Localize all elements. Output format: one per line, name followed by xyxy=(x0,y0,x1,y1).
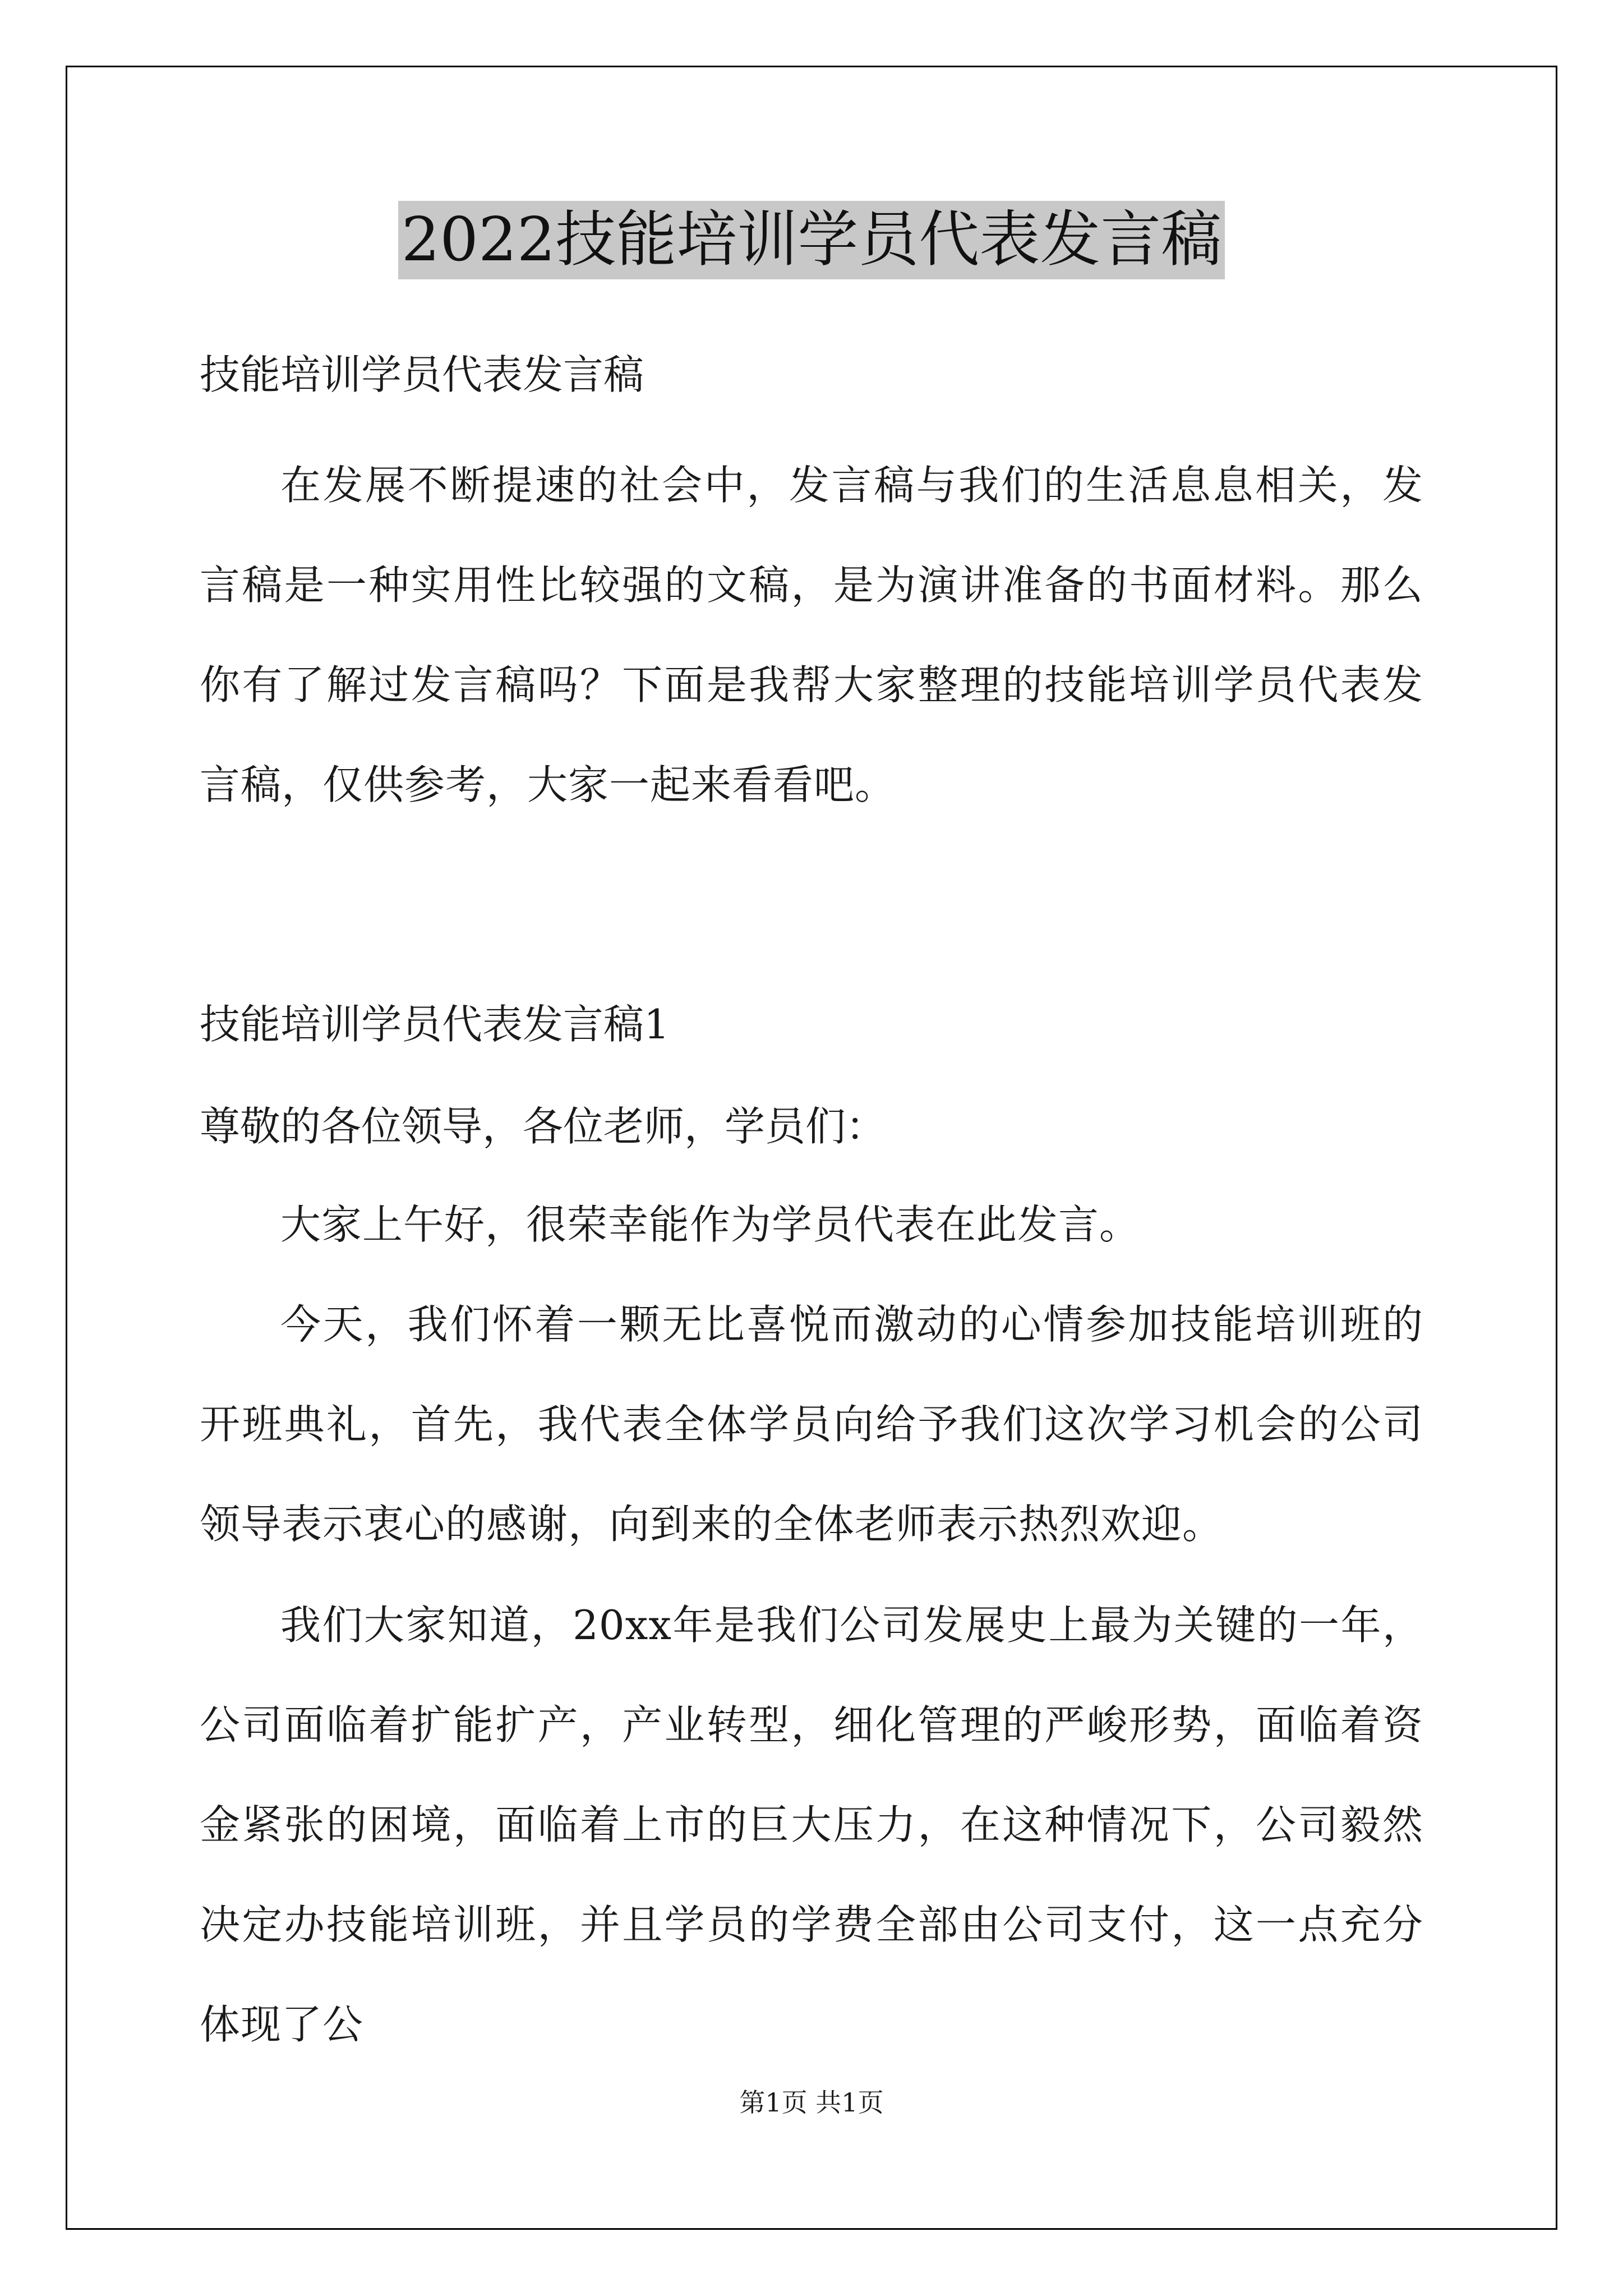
page-footer: 第1页 共1页 xyxy=(739,2087,884,2118)
title-container xyxy=(0,201,1623,279)
body-paragraph-2: 今天，我们怀着一颗无比喜悦而激动的心情参加技能培训班的开班典礼，首先，我代表全体学员向给予我们这次学习机会的公司领导表示衷心的感谢，向到来的全体老师表示热烈欢迎。 xyxy=(200,1301,1423,1548)
document-subtitle: 技能培训学员代表发言稿 xyxy=(200,351,644,398)
intro-paragraph: 在发展不断提速的社会中，发言稿与我们的生活息息相关，发言稿是一种实用性比较强的文稿，是为演讲准备的书面材料。那么你有了解过发言稿吗？下面是我帮大家整理的技能培训学员代表发言稿，仅供参考，大家一起来看看吧。 xyxy=(200,462,1423,808)
salutation: 尊敬的各位领导，各位老师，学员们： xyxy=(200,1103,887,1150)
body-paragraph-1: 大家上午好，很荣幸能作为学员代表在此发言。 xyxy=(280,1201,1141,1248)
document-title: 2022技能培训学员代表发言稿 xyxy=(398,201,1225,279)
body-paragraph-3: 我们大家知道，20xx年是我们公司发展史上最为关键的一年，公司面临着扩能扩产，产业转型，细化管理的严峻形势，面临着资金紧张的困境，面临着上市的巨大压力，在这种情况下，公司毅然决定办技能培训班，并且学员的学费全部由公司支付，这一点充分体现了公 xyxy=(200,1602,1423,2048)
section-heading: 技能培训学员代表发言稿1 xyxy=(200,1001,670,1048)
